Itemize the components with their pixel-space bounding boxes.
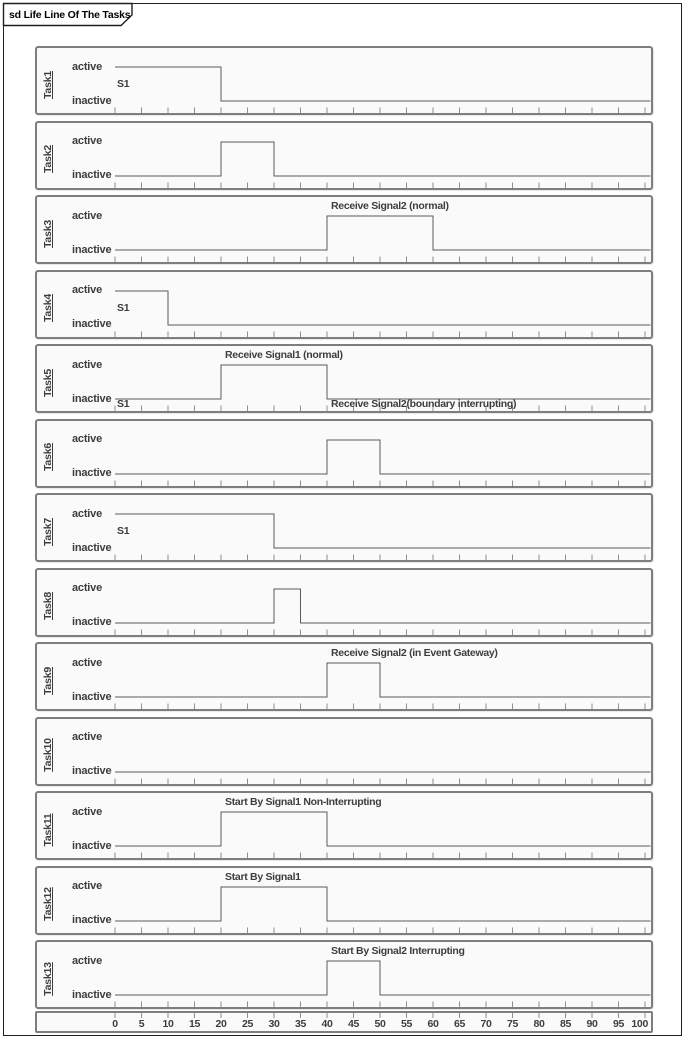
timing-plot	[37, 868, 651, 933]
state-label-active: active	[72, 358, 102, 371]
axis-tick-label: 15	[188, 1018, 201, 1030]
axis-tick-label: 70	[480, 1018, 492, 1030]
signal-annotation: S1	[117, 301, 130, 314]
state-label-inactive: inactive	[72, 765, 112, 777]
axis-tick-label: 65	[453, 1018, 466, 1030]
signal-line	[115, 365, 650, 399]
task-lane-task12[interactable]	[35, 866, 653, 935]
time-axis	[35, 1011, 653, 1033]
signal-annotation: Receive Signal2 (in Event Gateway)	[331, 647, 498, 659]
axis-tick-label: 40	[321, 1018, 333, 1030]
task-name-text: Task12	[42, 887, 54, 921]
state-label-inactive: inactive	[72, 318, 112, 330]
state-label-active: active	[72, 805, 102, 818]
task-name-text: Task9	[42, 666, 54, 695]
timing-plot	[37, 719, 651, 784]
task-lane-task1[interactable]	[35, 46, 653, 115]
state-label-inactive: inactive	[72, 839, 112, 852]
task-lane-task7[interactable]	[35, 493, 653, 562]
task-name-text: Task4	[42, 294, 54, 322]
state-label-inactive: inactive	[72, 94, 112, 107]
axis-tick-label: 45	[347, 1018, 360, 1030]
axis-tick-label: 60	[427, 1018, 439, 1030]
axis-tick-label: 20	[215, 1018, 227, 1030]
task-lane-task9[interactable]	[35, 642, 653, 711]
signal-line	[115, 514, 650, 548]
axis-tick-label: 50	[374, 1018, 386, 1030]
axis-tick-label: 100	[631, 1018, 648, 1030]
axis-tick-label: 25	[241, 1018, 254, 1030]
task-lane-task11[interactable]	[35, 791, 653, 860]
state-label-inactive: inactive	[72, 616, 112, 628]
task-lane-task3[interactable]	[35, 195, 653, 264]
task-lane-task10[interactable]	[35, 717, 653, 786]
signal-annotation: S1	[117, 398, 130, 410]
signal-line	[115, 812, 650, 846]
task-name-text: Task1	[42, 70, 54, 99]
state-label-active: active	[72, 656, 102, 669]
axis-tick-label: 80	[533, 1018, 545, 1030]
state-label-inactive: inactive	[72, 467, 112, 479]
state-label-inactive: inactive	[72, 914, 112, 926]
signal-line	[115, 291, 650, 325]
state-label-active: active	[72, 209, 102, 222]
signal-annotation: S1	[117, 78, 130, 90]
state-label-active: active	[72, 433, 102, 445]
axis-tick-label: 85	[559, 1018, 572, 1030]
task-name-text: Task5	[42, 368, 54, 397]
axis-tick-label: 10	[162, 1018, 174, 1030]
signal-annotation: Start By Signal1 Non-Interrupting	[225, 796, 382, 808]
task-lane-task6[interactable]	[35, 419, 653, 488]
task-name-text: Task3	[42, 219, 54, 248]
axis-tick-label: 75	[506, 1018, 519, 1030]
state-label-inactive: inactive	[72, 541, 112, 554]
axis-tick-label: 35	[294, 1018, 307, 1030]
signal-line	[115, 663, 650, 697]
signal-line	[115, 961, 650, 995]
timing-plot	[37, 421, 651, 486]
timing-plot	[37, 570, 651, 635]
axis-tick-label: 30	[268, 1018, 280, 1030]
task-lane-task2[interactable]	[35, 121, 653, 190]
state-label-active: active	[72, 135, 102, 147]
task-name-text: Task13	[42, 961, 54, 996]
time-axis-ticks	[37, 1013, 651, 1031]
task-lane-task4[interactable]	[35, 270, 653, 339]
signal-line	[115, 440, 650, 474]
state-label-active: active	[72, 60, 102, 73]
axis-tick-label: 0	[112, 1018, 118, 1030]
task-name-text: Task8	[42, 592, 54, 620]
task-lane-task13[interactable]	[35, 940, 653, 1009]
axis-tick-label: 90	[586, 1018, 598, 1030]
signal-annotation: Start By Signal2 Interrupting	[331, 945, 465, 957]
task-name-text: Task2	[42, 145, 54, 173]
axis-tick-label: 95	[612, 1018, 625, 1030]
state-label-active: active	[72, 507, 102, 520]
axis-tick-label: 5	[138, 1018, 145, 1030]
signal-line	[115, 142, 650, 176]
signal-annotation: Start By Signal1	[225, 870, 301, 883]
state-label-active: active	[72, 880, 102, 892]
signal-line	[115, 887, 650, 921]
task-name-text: Task10	[42, 738, 54, 772]
task-name-text: Task11	[42, 812, 54, 847]
signal-annotation: Receive Signal2(boundary interrupting)	[331, 398, 517, 410]
axis-tick-label: 55	[400, 1018, 413, 1030]
frame-title-tab	[0, 0, 150, 28]
state-label-active: active	[72, 731, 102, 743]
frame-title: sd Life Line Of The Tasks	[9, 9, 131, 21]
signal-line	[115, 216, 650, 250]
signal-annotation: Receive Signal2 (normal)	[331, 200, 449, 212]
timing-plot	[37, 123, 651, 188]
task-lane-task8[interactable]	[35, 568, 653, 637]
signal-annotation: S1	[117, 525, 130, 537]
signal-line	[115, 589, 650, 623]
state-label-inactive: inactive	[72, 392, 112, 405]
state-label-inactive: inactive	[72, 243, 112, 256]
state-label-inactive: inactive	[72, 169, 112, 181]
task-name-text: Task6	[42, 443, 54, 471]
signal-annotation: Receive Signal1 (normal)	[225, 349, 343, 361]
state-label-active: active	[72, 954, 102, 967]
task-name-text: Task7	[42, 517, 54, 546]
task-lane-task5[interactable]	[35, 344, 653, 413]
state-label-active: active	[72, 582, 102, 594]
state-label-inactive: inactive	[72, 690, 112, 703]
state-label-inactive: inactive	[72, 988, 112, 1001]
signal-line	[115, 67, 650, 101]
state-label-active: active	[72, 284, 102, 296]
